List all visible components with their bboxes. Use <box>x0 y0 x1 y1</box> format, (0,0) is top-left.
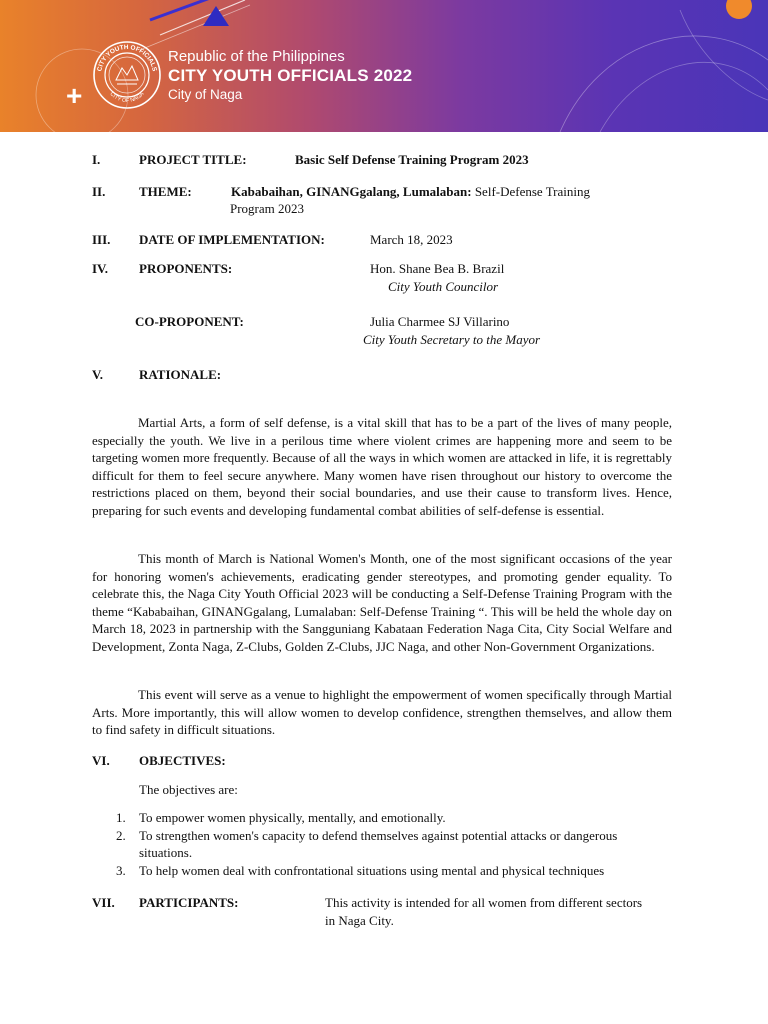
section-label: DATE OF IMPLEMENTATION: <box>139 232 325 247</box>
list-number: 3. <box>116 862 126 878</box>
section-number: V. <box>92 367 103 382</box>
header-line-city: City of Naga <box>168 87 243 102</box>
proponent-role: City Youth Councilor <box>388 279 499 294</box>
section-number: II. <box>92 184 106 199</box>
theme-bold: Kababaihan, GINANGgalang, Lumalaban: <box>231 184 472 199</box>
theme-value-line2: Program 2023 <box>230 201 305 216</box>
section-number: VI. <box>92 753 110 768</box>
rationale-paragraph: This month of March is National Women's Month, one of the most significant occasions of the year for honoring women's achievements, eradicating gender stereotypes, and promoting gender equality. To celebrate this, the Naga City Youth Official 2023 will be conducting a Self-Defense Training Program with the theme “Kababaihan, GINANGgalang, Lumalaban: Self-Defense Training “. This will be held the whole day on March 18, 2023 in partnership with the Sangguniang Kabataan Federation Naga Cita, City Social Welfare and Development, Zonta Naga, Z-Clubs, Golden Z-Clubs, JJC Naga, and other Non-Government Organizations. <box>92 551 672 654</box>
section-label: PROPONENTS: <box>139 261 233 276</box>
list-item: 3. To help women deal with confrontational situations using mental and physical techniques <box>116 862 605 878</box>
section-number: IV. <box>92 261 109 276</box>
objectives-list <box>92 809 672 879</box>
list-item: 2. To strengthen women's capacity to defend themselves against potential attacks or dangerous situations. <box>116 827 618 860</box>
svg-text:CITY OF NAGA: CITY OF NAGA <box>108 91 146 105</box>
section-label: OBJECTIVES: <box>139 753 226 768</box>
header-banner <box>0 0 768 132</box>
list-number: 1. <box>116 810 126 825</box>
section-label: RATIONALE: <box>139 367 222 382</box>
section-label: CO-PROPONENT: <box>135 314 244 329</box>
participants-line1: This activity is intended for all women from different sectors <box>325 895 643 910</box>
rationale-paragraph: Martial Arts, a form of self defense, is a vital skill that has to be a part of the lives of many people, especially the youth. We live in a perilous time where violent crimes are happening more and seem to be targeting women more frequently. Because of all the ways in which women are attacked in life, it is regrettably difficult for them to feel secure anywhere. Many women have risen throughout our history to overcome the restrictions placed on them, beyond their social boundaries, and use their cause to transform lives. Hence, preparing for such events and developing fundamental combat abilities of self-defense is essential. <box>92 415 672 518</box>
theme-value <box>231 183 590 201</box>
header-brand <box>168 48 412 104</box>
co-proponent-name: Julia Charmee SJ Villarino <box>370 314 510 329</box>
theme-rest: Self-Defense Training <box>471 184 591 199</box>
co-proponent-role: City Youth Secretary to the Mayor <box>363 332 541 347</box>
orange-circle <box>726 0 752 19</box>
section-number: III. <box>92 232 111 247</box>
section-label: PROJECT TITLE: <box>139 152 247 167</box>
implementation-date: March 18, 2023 <box>370 232 453 247</box>
svg-text:CITY YOUTH OFFICIALS: CITY YOUTH OFFICIALS <box>96 43 158 73</box>
list-item: 1. To empower women physically, mentally, and emotionally. <box>116 810 446 825</box>
city-seal-icon <box>92 40 162 110</box>
plus-icon: + <box>66 80 83 111</box>
section-label: THEME: <box>139 184 192 199</box>
section-label: PARTICIPANTS: <box>139 895 239 910</box>
rationale-paragraph: This event will serve as a venue to highlight the empowerment of women specifically through Martial Arts. More importantly, this will allow women to develop confidence, strengthen themselves, and allow them to find safety in difficult situations. <box>92 687 672 737</box>
list-number: 2. <box>116 827 126 843</box>
header-line-title: CITY YOUTH OFFICIALS 2022 <box>168 66 413 85</box>
project-title-value: Basic Self Defense Training Program 2023 <box>295 152 529 167</box>
objectives-intro: The objectives are: <box>139 782 238 797</box>
section-number: I. <box>92 152 101 167</box>
header-line-republic: Republic of the Philippines <box>168 48 345 65</box>
proponent-name: Hon. Shane Bea B. Brazil <box>370 261 505 276</box>
section-number: VII. <box>92 895 115 910</box>
participants-line2: in Naga City. <box>325 913 394 928</box>
